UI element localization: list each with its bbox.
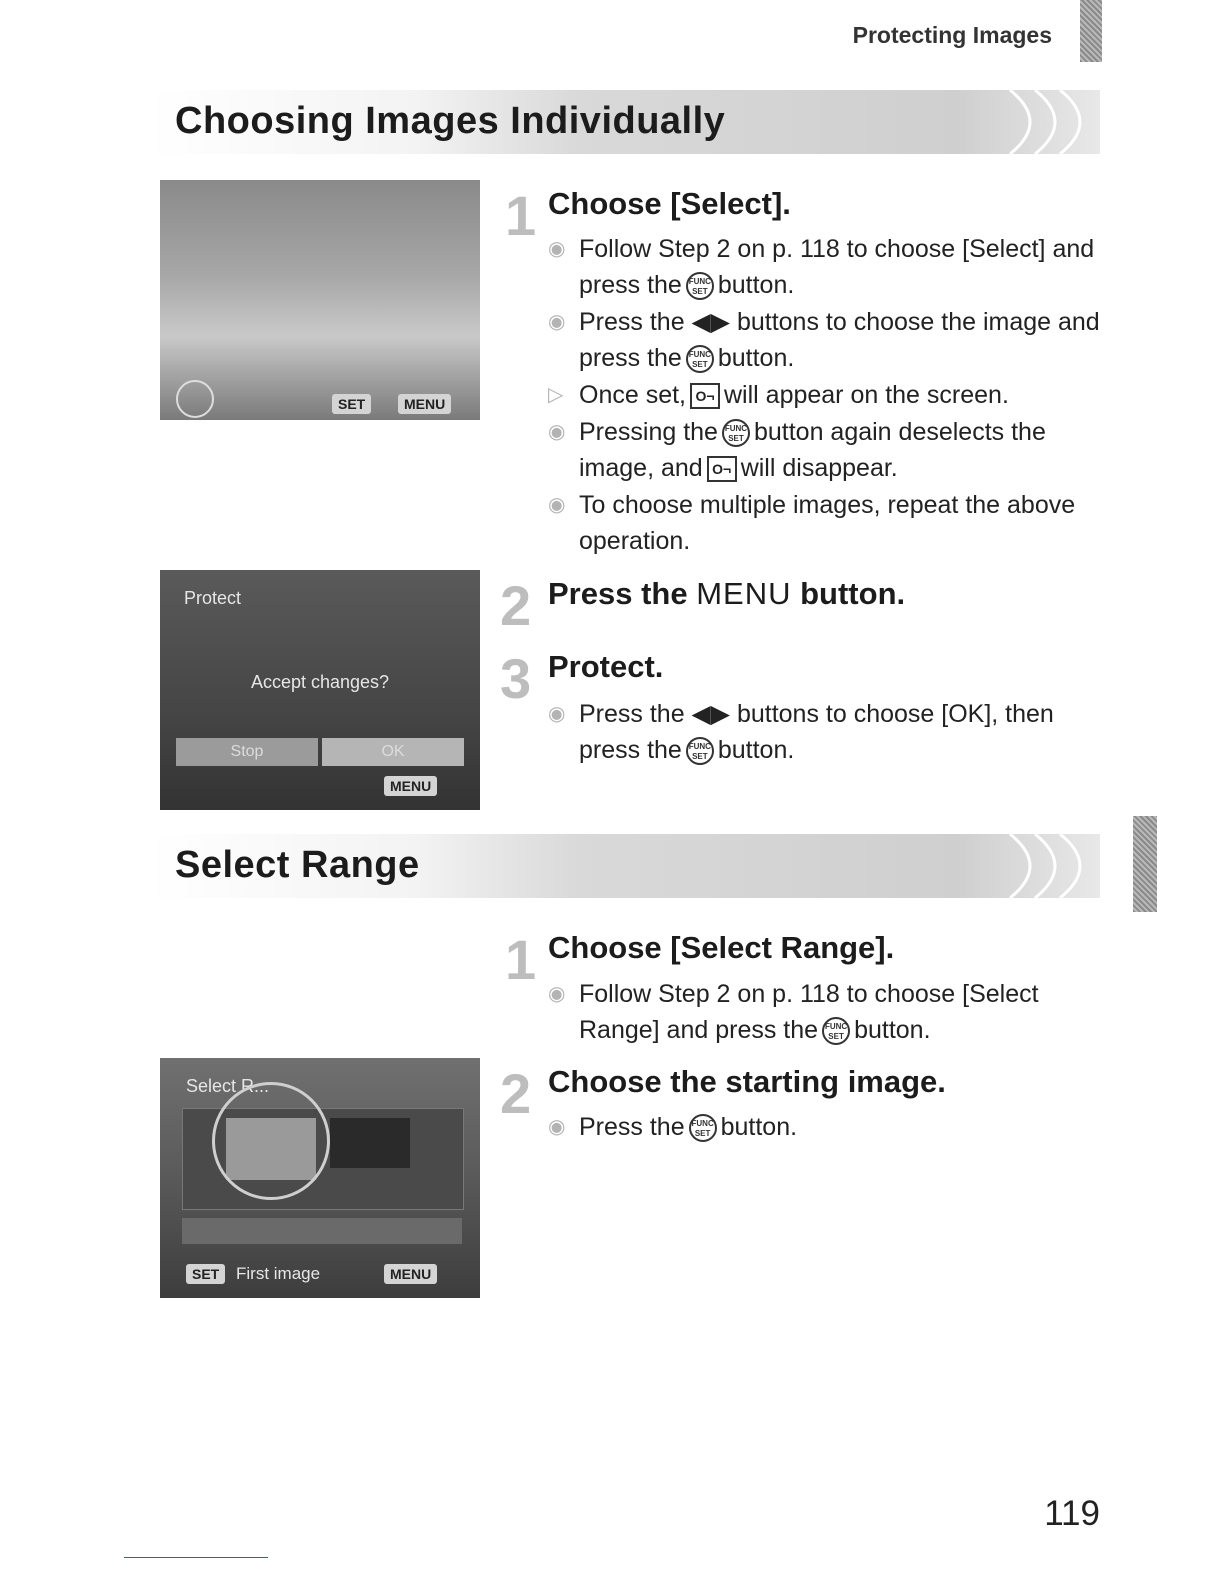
ok-option: OK xyxy=(322,738,464,766)
section-title: Choosing Images Individually xyxy=(175,100,726,142)
step-number: 1 xyxy=(505,928,537,991)
step-number: 3 xyxy=(500,647,532,710)
protect-key-icon: O¬ xyxy=(707,456,737,482)
instruction-bullet xyxy=(548,976,1108,1048)
decorative-arcs-icon xyxy=(990,834,1100,898)
screen-title: Protect xyxy=(184,588,242,608)
section-title: Select Range xyxy=(175,844,420,886)
step-title: Protect. xyxy=(548,649,664,684)
instruction-bullet xyxy=(548,1109,1108,1145)
func-set-button-icon: FUNC SET xyxy=(686,345,714,373)
bullet-text: Press the xyxy=(579,1113,685,1141)
bullet-icon: ◉ xyxy=(548,494,566,516)
chapter-tab-marker xyxy=(1080,0,1102,62)
bullet-text: Follow Step 2 on p. 118 to choose [Select Range] and press the xyxy=(579,980,1039,1044)
menu-chip: MENU xyxy=(384,1264,437,1284)
bullet-text: button. xyxy=(717,344,795,372)
bullet-icon: ◉ xyxy=(548,983,566,1005)
camera-screen-select xyxy=(160,180,480,420)
bullet-text: button. xyxy=(717,271,795,299)
stop-option: Stop xyxy=(176,738,318,766)
first-image-label: First image xyxy=(236,1264,321,1283)
bullet-text: Pressing the xyxy=(579,418,718,446)
menu-chip: MENU xyxy=(398,394,451,414)
bullet-text: will disappear. xyxy=(740,454,898,482)
bullet-text: Follow Step 2 on p. 118 to choose [Select] and press the xyxy=(579,235,1095,299)
set-chip: SET xyxy=(186,1264,225,1284)
result-arrow-icon: ▷ xyxy=(548,384,564,406)
bullet-text: button. xyxy=(854,1016,931,1044)
bullet-icon: ◉ xyxy=(548,703,566,725)
option-bar xyxy=(182,1218,462,1244)
bullet-icon: ◉ xyxy=(548,238,566,260)
instruction-bullet xyxy=(548,487,1108,559)
highlight-circle-icon xyxy=(212,1082,330,1200)
set-chip: SET xyxy=(332,394,371,414)
screen-prompt: Accept changes? xyxy=(250,672,390,692)
bullet-text: button. xyxy=(717,736,795,764)
func-set-button-icon: FUNC SET xyxy=(686,272,714,300)
instruction-bullet xyxy=(548,304,1108,376)
screen-title: Select R... xyxy=(186,1076,270,1096)
menu-label: MENU xyxy=(696,576,792,611)
title-text: Press the xyxy=(548,576,688,611)
bullet-text: button. xyxy=(720,1113,798,1141)
instruction-bullet xyxy=(548,414,1108,486)
func-set-button-icon: FUNC SET xyxy=(686,737,714,765)
step-number: 1 xyxy=(505,184,537,247)
camera-screen-select-range xyxy=(160,1058,480,1298)
bullet-text: To choose multiple images, repeat the above operation. xyxy=(579,491,1076,555)
bullet-text: will appear on the screen. xyxy=(724,381,1009,409)
bullet-text: Once set, xyxy=(579,381,686,409)
instruction-bullet xyxy=(548,377,1108,413)
step-number: 2 xyxy=(500,574,532,637)
step-title xyxy=(548,576,905,612)
menu-chip: MENU xyxy=(384,776,437,796)
step-number: 2 xyxy=(500,1062,532,1125)
side-tab-marker xyxy=(1133,816,1157,912)
footer-rule xyxy=(124,1557,268,1558)
last-image-thumbnail xyxy=(330,1118,410,1168)
bullet-icon: ◉ xyxy=(548,311,566,333)
protect-key-icon: O¬ xyxy=(690,383,720,409)
bullet-icon: ◉ xyxy=(548,421,566,443)
running-header: Protecting Images xyxy=(852,22,1052,48)
instruction-bullet xyxy=(548,231,1108,303)
bullet-text: button again deselects the image, and xyxy=(579,418,1046,482)
bullet-text: Press the ◀▶ buttons to choose [OK], then press the xyxy=(579,700,1054,764)
decorative-arcs-icon xyxy=(990,90,1100,154)
camera-screen-accept-changes xyxy=(160,570,480,810)
instruction-bullet xyxy=(548,696,1108,768)
title-text: button. xyxy=(800,576,906,611)
step-title: Choose the starting image. xyxy=(548,1064,946,1099)
bullet-icon: ◉ xyxy=(548,1116,566,1138)
func-set-button-icon: FUNC SET xyxy=(722,419,750,447)
page-number: 119 xyxy=(1044,1494,1100,1533)
func-set-button-icon: FUNC SET xyxy=(822,1017,850,1045)
func-set-button-icon: FUNC SET xyxy=(689,1114,717,1142)
dial-icon xyxy=(176,380,214,418)
step-title: Choose [Select Range]. xyxy=(548,930,895,965)
step-title: Choose [Select]. xyxy=(548,186,791,221)
bullet-text: Press the ◀▶ buttons to choose the image and press the xyxy=(579,308,1100,372)
